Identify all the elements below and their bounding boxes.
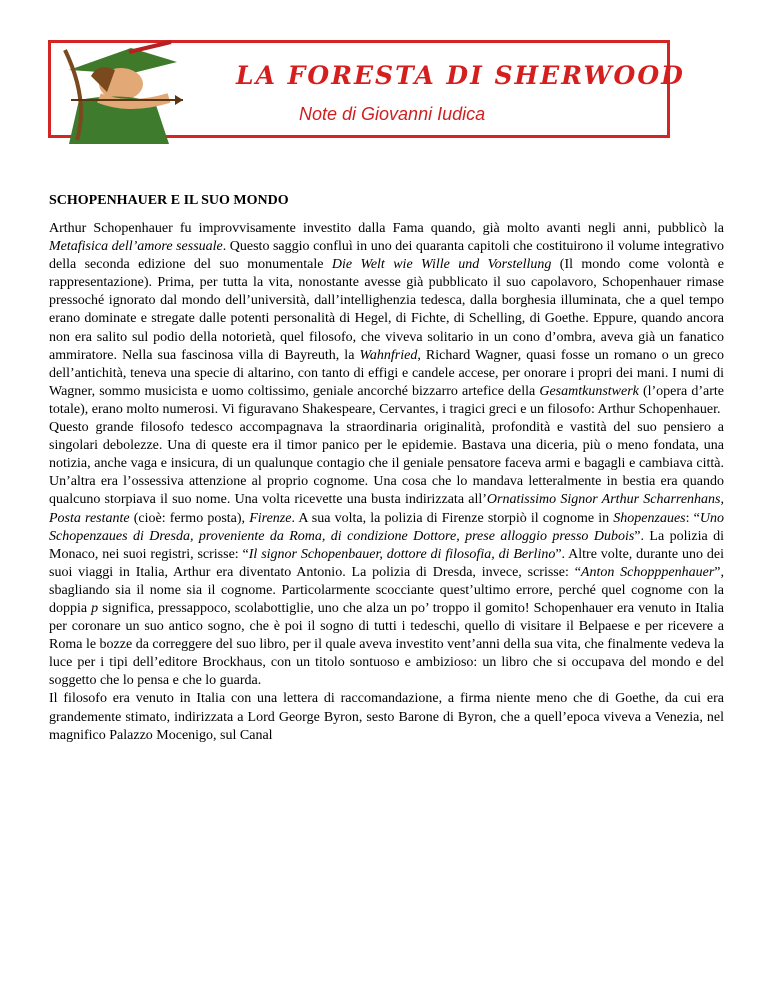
italic-text: Uno Schopenzaues di Dresda, proveniente da Roma, di condizione Dottore, prese alloggio presso Dubois (49, 510, 724, 544)
paragraph-text: (l’opera d’arte totale), erano molto numerosi. Vi figuravano Shakespeare, Cervantes, i tragici greci e un filosofo: Arthur Schopenhauer. (49, 383, 724, 417)
article-heading: SCHOPENHAUER E IL SUO MONDO (49, 193, 289, 208)
paragraph-text: (Il mondo come volontà e rappresentazione). Prima, per tutta la vita, nonostante avesse già pubblicato il suo capolavoro, Schopenhauer rimase pressoché ignorato dal mondo dell’università, dall’intellighenzia tedesca, dalla borghesia illuminata, che a quel tempo erano dominate e stregate dalle potenti personalità di Hegel, di Fichte, di Schelling, di Goethe. Eppure, quando ancora non era salito sul podio della notorietà, quel filosofo, che viveva solitario in un cono d’ombra, aveva già un fanatico ammiratore. Nella sua fascinosa villa di Bayreuth, la (49, 257, 724, 363)
italic-text: Il signor Schopenbauer, dottore di filosofia, di Berlino (248, 546, 556, 562)
paragraph-text: : “ (685, 510, 700, 526)
italic-text: Wahnfried (359, 347, 418, 363)
banner-title: LA FORESTA DI SHERWOOD (236, 61, 685, 90)
italic-text: Shopenzaues (613, 510, 686, 526)
italic-text: Metafisica dell’amore sessuale (49, 239, 223, 255)
italic-text: Ornatissimo Signor Arthur Scharrenhans, Posta restante (49, 492, 724, 526)
paragraph-text: (cioè: fermo posta), (129, 510, 250, 526)
header-banner (48, 40, 685, 138)
paragraph-text: ”. Altre volte, durante uno dei suoi viaggi in Italia, Arthur era diventato Antonio. La polizia di Dresda, invece, scrisse: “ (49, 546, 724, 580)
italic-text: Firenze (249, 510, 292, 526)
paragraph-text: ”, sbagliando sia il nome sia il cognome. Particolarmente scocciante quest’ultimo errore, perché quel cognome con la doppia (49, 564, 724, 616)
paragraph-text: Il filosofo era venuto in Italia con una lettera di raccomandazione, a firma niente meno che di Goethe, da cui era grandemente stimato, indirizzata a Lord George Byron, sesto Barone di Byron, che a quell’epoca viveva a Venezia, nel magnifico Palazzo Mocenigo, sul Canal (49, 691, 724, 743)
article-paragraph (49, 690, 724, 744)
robin-hood-archer-logo (59, 40, 189, 144)
italic-text: Die Welt wie Wille und Vorstellung (331, 257, 552, 273)
italic-text: Anton Schopppenhauer (580, 564, 715, 580)
italic-text: p (91, 600, 99, 616)
paragraph-text: . A sua volta, la polizia di Firenze storpiò il cognome in (291, 510, 614, 526)
paragraph-text: Questo grande filosofo tedesco accompagnava la straordinaria originalità, profondità e vastità del suo pensiero a singolari debolezze. Una di queste era il timor panico per le epidemie. Bastava una diceria, più o meno fondata, una notizia, anche vaga e insicura, di un qualunque contagio che il geniale pensatore faceva armi e bagagli e cambiava città. Un’altra era l’ossessiva attenzione al proprio cognome. Una cosa che lo mandava letteralmente in bestia era quando qualcuno storpiava il suo nome. Una volta ricevette una busta indirizzata all’ (49, 420, 724, 508)
paragraph-text: . Questo saggio confluì in uno dei quaranta capitoli che costituirono il volume integrativo della seconda edizione del suo monumentale (49, 239, 724, 273)
paragraph-text: ”. La polizia di Monaco, nei suoi registri, scrisse: “ (49, 528, 724, 562)
paragraph-text: significa, pressappoco, scolabottiglie, uno che alza un po’ troppo il gomito! Schopenhauer era venuto in Italia per coronare un suo antico sogno, che è poi il sogno di tutti i tedeschi, quello di visitare il Belpaese e per ricevere a Roma le bozze da correggere del suo libro, per il quale aveva investito vent’anni della sua vita, che finalmente vedeva la luce per i tipi dell’editore Brockhaus, con un titolo sontuoso e ambizioso: un libro che si occupava del mondo e del soggetto che lo pensa e che lo guarda. (49, 600, 724, 689)
paragraph-text: Arthur Schopenhauer fu improvvisamente investito dalla Fama quando, già molto avanti negli anni, pubblicò la (49, 221, 724, 236)
banner-subtitle: Note di Giovanni Iudica (299, 104, 486, 124)
paragraph-text: , Richard Wagner, quasi fosse un romano o un greco dell’antichità, teneva una specie di altarino, con tanto di effigi e candele accese, per onorare i propri dei mani. I numi di Wagner, sommo musicista e uomo coltissimo, geniale ancorché bizzarro artefice della (49, 347, 724, 399)
article-paragraph (49, 220, 724, 419)
article-paragraph (49, 419, 724, 690)
italic-text: Gesamtkunstwerk (539, 383, 639, 399)
article-body (49, 220, 724, 745)
